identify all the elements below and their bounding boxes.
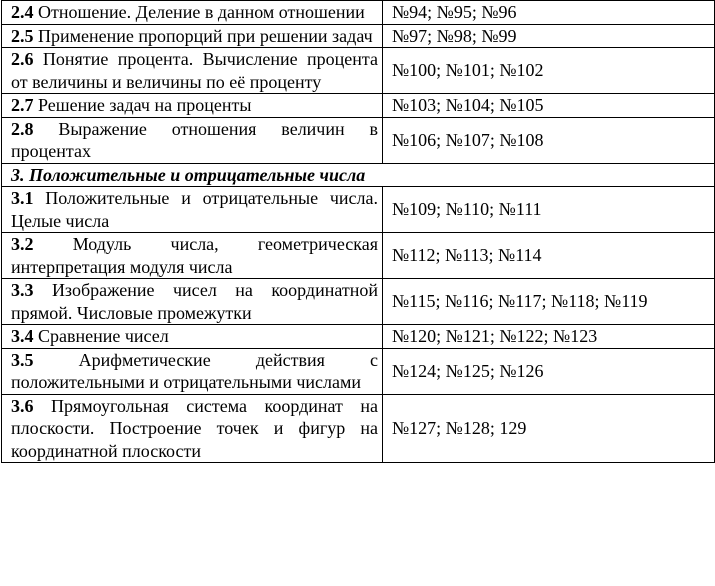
tasks-cell: №97; №98; №99 bbox=[383, 24, 715, 48]
topic-title: Отношение. Деление в данном отношении bbox=[38, 2, 365, 22]
topic-cell bbox=[2, 24, 383, 48]
topic-title: Выражение отношения величин в процентах bbox=[11, 118, 378, 161]
table-row bbox=[2, 233, 715, 279]
topic-number: 3.2 bbox=[11, 234, 34, 254]
topic-number: 2.5 bbox=[11, 25, 34, 46]
topic-title: Прямоугольная система координат на плоскости. Построение точек и фигур на координатной плоскости bbox=[11, 395, 379, 461]
table-row bbox=[2, 24, 715, 48]
table-row bbox=[2, 48, 715, 94]
topic-title: Модуль числа, геометрическая интерпретация модуля числа bbox=[11, 234, 379, 277]
table-row bbox=[2, 187, 715, 233]
topic-number: 3.1 bbox=[11, 188, 34, 208]
topic-cell bbox=[2, 94, 383, 118]
topic-cell bbox=[2, 117, 383, 163]
topic-cell bbox=[2, 325, 383, 349]
topic-number: 2.8 bbox=[11, 118, 34, 139]
tasks-cell: №103; №104; №105 bbox=[383, 94, 715, 118]
topic-title: Положительные и отрицательные числа. Целые числа bbox=[11, 188, 378, 231]
table-row bbox=[2, 1, 715, 25]
table-row bbox=[2, 117, 715, 163]
topic-number: 3.6 bbox=[11, 395, 34, 416]
topic-title: Понятие процента. Вычисление процента от величины и величины по её проценту bbox=[11, 49, 379, 92]
tasks-cell: №112; №113; №114 bbox=[383, 233, 715, 279]
topic-title: Арифметические действия с положительными и отрицательными числами bbox=[11, 349, 379, 392]
topic-cell bbox=[2, 1, 383, 25]
tasks-cell: №106; №107; №108 bbox=[383, 117, 715, 163]
tasks-cell: №120; №121; №122; №123 bbox=[383, 325, 715, 349]
table-row bbox=[2, 394, 715, 463]
table-row bbox=[2, 279, 715, 325]
topic-number: 2.7 bbox=[11, 95, 34, 115]
topic-cell bbox=[2, 187, 383, 233]
topic-title: Изображение чисел на координатной прямой. Числовые промежутки bbox=[11, 280, 378, 323]
tasks-cell: №100; №101; №102 bbox=[383, 48, 715, 94]
tasks-cell: №115; №116; №117; №118; №119 bbox=[383, 279, 715, 325]
tasks-cell: №124; №125; №126 bbox=[383, 348, 715, 394]
topic-title: Применение пропорций при решении задач bbox=[38, 25, 373, 46]
topic-number: 2.6 bbox=[11, 49, 34, 69]
tasks-cell: №127; №128; 129 bbox=[383, 394, 715, 463]
topic-title: Сравнение чисел bbox=[38, 326, 169, 346]
section-heading: 3. Положительные и отрицательные числа bbox=[2, 163, 715, 187]
topic-title: Решение задач на проценты bbox=[38, 95, 252, 115]
topic-cell bbox=[2, 348, 383, 394]
table-row bbox=[2, 348, 715, 394]
topic-number: 2.4 bbox=[11, 2, 34, 22]
topic-cell bbox=[2, 48, 383, 94]
tasks-cell: №109; №110; №111 bbox=[383, 187, 715, 233]
table-row bbox=[2, 325, 715, 349]
topic-number: 3.4 bbox=[11, 326, 34, 346]
curriculum-table bbox=[1, 0, 715, 463]
topic-cell bbox=[2, 394, 383, 463]
tasks-cell: №94; №95; №96 bbox=[383, 1, 715, 25]
table-row bbox=[2, 94, 715, 118]
topic-cell bbox=[2, 279, 383, 325]
topic-cell bbox=[2, 233, 383, 279]
section-heading-row bbox=[2, 163, 715, 187]
topic-number: 3.5 bbox=[11, 349, 34, 370]
topic-number: 3.3 bbox=[11, 280, 34, 300]
